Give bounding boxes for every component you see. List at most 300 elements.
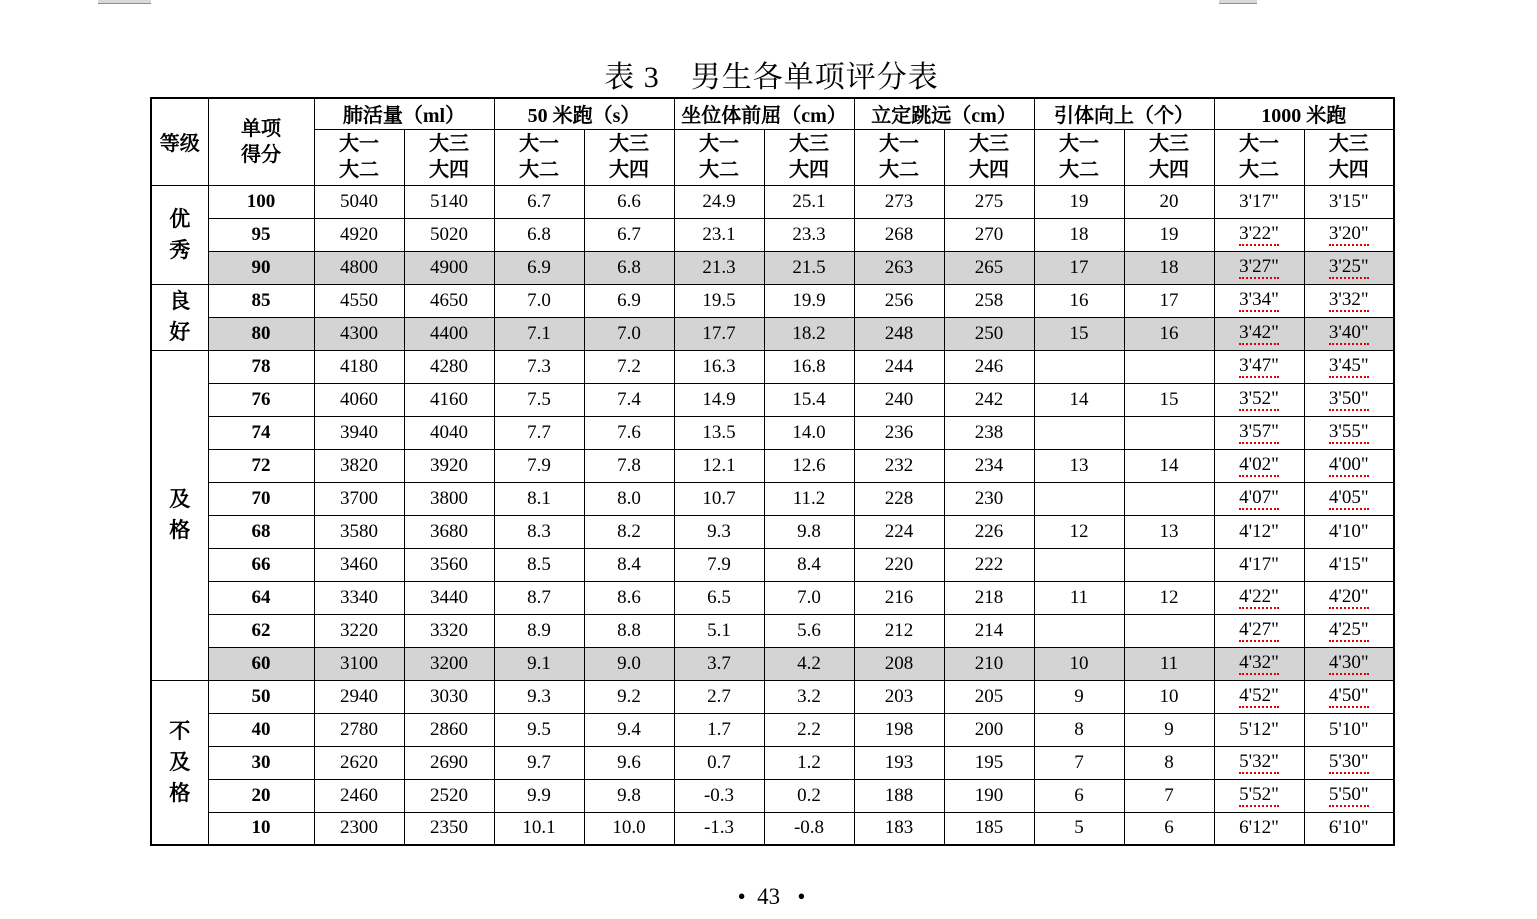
value-cell: 8.7 (494, 581, 584, 614)
value-cell: 13 (1034, 449, 1124, 482)
value-cell: 4.2 (764, 647, 854, 680)
time-cell (1304, 779, 1394, 812)
time-cell (1214, 449, 1304, 482)
value-cell: 226 (944, 515, 1034, 548)
time-cell (1304, 713, 1394, 746)
value-cell: 9 (1124, 713, 1214, 746)
time-cell (1304, 317, 1394, 350)
value-cell: 8.4 (584, 548, 674, 581)
time-value: 3'27" (1239, 256, 1279, 277)
value-cell: 216 (854, 581, 944, 614)
time-value: 3'50" (1328, 388, 1369, 409)
table-row (151, 482, 1394, 515)
value-cell: 7.2 (584, 350, 674, 383)
value-cell: 240 (854, 383, 944, 416)
grade-column-header: 等级 (151, 98, 208, 185)
value-cell: 6.6 (584, 185, 674, 218)
value-cell: 8 (1124, 746, 1214, 779)
value-cell: 7 (1124, 779, 1214, 812)
value-cell: 183 (854, 812, 944, 845)
table-row (151, 251, 1394, 284)
table-row (151, 614, 1394, 647)
value-cell: 3440 (404, 581, 494, 614)
value-cell: 8.8 (584, 614, 674, 647)
score-cell: 64 (208, 581, 314, 614)
value-cell: 222 (944, 548, 1034, 581)
value-cell: 6.7 (584, 218, 674, 251)
table-row (151, 647, 1394, 680)
value-cell: 6.8 (584, 251, 674, 284)
value-cell: 2620 (314, 746, 404, 779)
value-cell: 2860 (404, 713, 494, 746)
table-row (151, 416, 1394, 449)
value-cell: 218 (944, 581, 1034, 614)
value-cell: 23.1 (674, 218, 764, 251)
column-group-header: 坐位体前屈（cm） (674, 98, 854, 129)
value-cell: 200 (944, 713, 1034, 746)
value-cell: 16.3 (674, 350, 764, 383)
value-cell: 1.7 (674, 713, 764, 746)
score-cell: 90 (208, 251, 314, 284)
time-value: 5'32" (1239, 751, 1279, 772)
time-value: 4'15" (1328, 553, 1369, 575)
table-row (151, 185, 1394, 218)
value-cell: 208 (854, 647, 944, 680)
grade-group-cell: 良 好 (151, 284, 208, 350)
sub-column-header: 大一 大二 (314, 129, 404, 185)
value-cell: 224 (854, 515, 944, 548)
value-cell (1034, 482, 1124, 515)
value-cell: 8.3 (494, 515, 584, 548)
value-cell: 3.2 (764, 680, 854, 713)
value-cell: 9.2 (584, 680, 674, 713)
value-cell: 265 (944, 251, 1034, 284)
value-cell: 263 (854, 251, 944, 284)
value-cell (1124, 548, 1214, 581)
value-cell: 8.6 (584, 581, 674, 614)
time-cell (1214, 779, 1304, 812)
value-cell: 16.8 (764, 350, 854, 383)
score-cell: 95 (208, 218, 314, 251)
value-cell: 6.5 (674, 581, 764, 614)
value-cell: 9 (1034, 680, 1124, 713)
page-number: • 43 • (737, 884, 806, 909)
time-cell (1214, 746, 1304, 779)
time-value: 3'45" (1328, 355, 1369, 376)
top-edge-fragment (98, 0, 151, 4)
time-cell (1214, 581, 1304, 614)
value-cell: 3680 (404, 515, 494, 548)
value-cell: 10.7 (674, 482, 764, 515)
sub-column-header: 大一 大二 (1214, 129, 1304, 185)
value-cell: 236 (854, 416, 944, 449)
time-cell (1304, 581, 1394, 614)
table-row (151, 218, 1394, 251)
value-cell: 228 (854, 482, 944, 515)
time-cell (1214, 185, 1304, 218)
value-cell: 5 (1034, 812, 1124, 845)
value-cell: 7.9 (674, 548, 764, 581)
value-cell: 9.9 (494, 779, 584, 812)
score-cell: 62 (208, 614, 314, 647)
value-cell: 19 (1124, 218, 1214, 251)
value-cell: 198 (854, 713, 944, 746)
table-row (151, 713, 1394, 746)
time-value: 4'07" (1239, 487, 1279, 508)
value-cell: 7.8 (584, 449, 674, 482)
time-value: 4'17" (1239, 553, 1279, 575)
table-row (151, 746, 1394, 779)
table-row (151, 284, 1394, 317)
grade-group-cell: 及 格 (151, 350, 208, 680)
time-value: 4'20" (1328, 586, 1369, 607)
table-row (151, 779, 1394, 812)
value-cell: 195 (944, 746, 1034, 779)
value-cell: 8.5 (494, 548, 584, 581)
value-cell: 8 (1034, 713, 1124, 746)
time-cell (1304, 185, 1394, 218)
value-cell: 10 (1034, 647, 1124, 680)
value-cell: 210 (944, 647, 1034, 680)
value-cell: 12 (1124, 581, 1214, 614)
time-value: 6'12" (1239, 817, 1279, 839)
value-cell: 1.2 (764, 746, 854, 779)
time-cell (1214, 482, 1304, 515)
value-cell: 6 (1034, 779, 1124, 812)
value-cell: 12 (1034, 515, 1124, 548)
value-cell: 10.0 (584, 812, 674, 845)
value-cell: 230 (944, 482, 1034, 515)
time-value: 3'15" (1328, 190, 1369, 212)
time-value: 5'50" (1328, 784, 1369, 805)
time-cell (1214, 812, 1304, 845)
value-cell: 2300 (314, 812, 404, 845)
sub-column-header: 大三 大四 (1304, 129, 1394, 185)
score-cell: 78 (208, 350, 314, 383)
value-cell: 7.1 (494, 317, 584, 350)
time-value: 4'05" (1328, 487, 1369, 508)
value-cell: 4550 (314, 284, 404, 317)
value-cell (1124, 482, 1214, 515)
value-cell: 8.1 (494, 482, 584, 515)
value-cell: 232 (854, 449, 944, 482)
value-cell: 11 (1034, 581, 1124, 614)
value-cell: -0.3 (674, 779, 764, 812)
score-cell: 85 (208, 284, 314, 317)
value-cell: 4900 (404, 251, 494, 284)
value-cell: 3700 (314, 482, 404, 515)
time-cell (1214, 680, 1304, 713)
value-cell: 2780 (314, 713, 404, 746)
value-cell: 20 (1124, 185, 1214, 218)
time-cell (1214, 317, 1304, 350)
time-cell (1214, 350, 1304, 383)
value-cell: 268 (854, 218, 944, 251)
value-cell: 3340 (314, 581, 404, 614)
value-cell: 0.2 (764, 779, 854, 812)
value-cell: 242 (944, 383, 1034, 416)
value-cell: 9.6 (584, 746, 674, 779)
value-cell: 19.5 (674, 284, 764, 317)
value-cell: 2690 (404, 746, 494, 779)
value-cell: 9.3 (494, 680, 584, 713)
time-cell (1214, 383, 1304, 416)
value-cell: 7.5 (494, 383, 584, 416)
time-cell (1214, 218, 1304, 251)
time-value: 3'22" (1239, 223, 1279, 244)
value-cell: 9.4 (584, 713, 674, 746)
table-header (151, 98, 1394, 185)
value-cell: 10.1 (494, 812, 584, 845)
grade-group-cell: 不 及 格 (151, 680, 208, 845)
time-cell (1304, 284, 1394, 317)
value-cell: 214 (944, 614, 1034, 647)
value-cell: 212 (854, 614, 944, 647)
time-value: 4'22" (1239, 586, 1279, 607)
value-cell (1124, 350, 1214, 383)
time-value: 3'55" (1328, 421, 1369, 442)
time-cell (1214, 548, 1304, 581)
score-cell: 100 (208, 185, 314, 218)
value-cell: 4800 (314, 251, 404, 284)
table-row (151, 581, 1394, 614)
value-cell: 5.1 (674, 614, 764, 647)
value-cell: 4300 (314, 317, 404, 350)
time-value: 4'12" (1239, 520, 1279, 542)
time-value: 5'52" (1239, 784, 1279, 805)
value-cell: 4400 (404, 317, 494, 350)
table-title: 表 3 男生各单项评分表 (604, 61, 939, 94)
value-cell: 5020 (404, 218, 494, 251)
value-cell: 18 (1124, 251, 1214, 284)
time-value: 4'00" (1328, 454, 1369, 475)
value-cell: 8.2 (584, 515, 674, 548)
value-cell: 3580 (314, 515, 404, 548)
value-cell: 3940 (314, 416, 404, 449)
value-cell: 4060 (314, 383, 404, 416)
column-group-header: 1000 米跑 (1214, 98, 1394, 129)
value-cell: 8.0 (584, 482, 674, 515)
value-cell: 14 (1124, 449, 1214, 482)
time-value: 3'34" (1239, 289, 1279, 310)
value-cell: 250 (944, 317, 1034, 350)
value-cell: 238 (944, 416, 1034, 449)
value-cell: 16 (1034, 284, 1124, 317)
time-value: 5'10" (1328, 718, 1369, 740)
value-cell: 0.7 (674, 746, 764, 779)
sub-column-header: 大一 大二 (1034, 129, 1124, 185)
value-cell: 3100 (314, 647, 404, 680)
value-cell: 9.5 (494, 713, 584, 746)
value-cell (1124, 614, 1214, 647)
time-cell (1214, 515, 1304, 548)
score-cell: 70 (208, 482, 314, 515)
value-cell: 270 (944, 218, 1034, 251)
value-cell: 25.1 (764, 185, 854, 218)
value-cell: 10 (1124, 680, 1214, 713)
value-cell: 244 (854, 350, 944, 383)
score-cell: 20 (208, 779, 314, 812)
time-cell (1304, 614, 1394, 647)
value-cell: 14 (1034, 383, 1124, 416)
value-cell: 6.9 (494, 251, 584, 284)
time-cell (1304, 416, 1394, 449)
sub-column-header: 大一 大二 (674, 129, 764, 185)
value-cell: 12.1 (674, 449, 764, 482)
time-cell (1214, 713, 1304, 746)
sub-column-header: 大三 大四 (764, 129, 854, 185)
value-cell: 6 (1124, 812, 1214, 845)
value-cell: 13 (1124, 515, 1214, 548)
sub-column-header: 大一 大二 (494, 129, 584, 185)
value-cell: 3820 (314, 449, 404, 482)
time-value: 5'30" (1328, 751, 1369, 772)
value-cell: 3560 (404, 548, 494, 581)
value-cell: 256 (854, 284, 944, 317)
value-cell: 23.3 (764, 218, 854, 251)
table-row (151, 317, 1394, 350)
value-cell: 6.9 (584, 284, 674, 317)
value-cell: 220 (854, 548, 944, 581)
time-value: 4'30" (1328, 652, 1369, 673)
value-cell: 8.9 (494, 614, 584, 647)
value-cell: 9.7 (494, 746, 584, 779)
score-cell: 76 (208, 383, 314, 416)
time-value: 5'12" (1239, 718, 1279, 740)
top-edge-fragment (1219, 0, 1257, 4)
value-cell (1034, 416, 1124, 449)
time-value: 3'25" (1328, 256, 1369, 277)
value-cell (1034, 614, 1124, 647)
table-row (151, 449, 1394, 482)
value-cell: 7.4 (584, 383, 674, 416)
value-cell: 18.2 (764, 317, 854, 350)
time-cell (1214, 251, 1304, 284)
value-cell: 3200 (404, 647, 494, 680)
value-cell: 19 (1034, 185, 1124, 218)
grade-group-cell: 优 秀 (151, 185, 208, 284)
time-value: 4'52" (1239, 685, 1279, 706)
column-group-header: 肺活量（ml） (314, 98, 494, 129)
time-value: 3'40" (1328, 322, 1369, 343)
value-cell: 3920 (404, 449, 494, 482)
value-cell: 19.9 (764, 284, 854, 317)
value-cell: 234 (944, 449, 1034, 482)
value-cell: 6.7 (494, 185, 584, 218)
value-cell: 3800 (404, 482, 494, 515)
value-cell: -0.8 (764, 812, 854, 845)
score-cell: 60 (208, 647, 314, 680)
score-cell: 10 (208, 812, 314, 845)
value-cell: 7.9 (494, 449, 584, 482)
value-cell (1034, 350, 1124, 383)
value-cell: 11.2 (764, 482, 854, 515)
value-cell: 14.9 (674, 383, 764, 416)
time-cell (1214, 416, 1304, 449)
table-row (151, 515, 1394, 548)
time-value: 3'32" (1328, 289, 1369, 310)
value-cell: 2940 (314, 680, 404, 713)
value-cell: 15 (1124, 383, 1214, 416)
table-row (151, 812, 1394, 845)
value-cell: 2460 (314, 779, 404, 812)
column-group-header: 引体向上（个） (1034, 98, 1214, 129)
time-value: 3'57" (1239, 421, 1279, 442)
time-value: 4'27" (1239, 619, 1279, 640)
value-cell: 246 (944, 350, 1034, 383)
value-cell: 4650 (404, 284, 494, 317)
value-cell: 9.1 (494, 647, 584, 680)
value-cell: 13.5 (674, 416, 764, 449)
value-cell: 3030 (404, 680, 494, 713)
sub-column-header: 大一 大二 (854, 129, 944, 185)
value-cell: 190 (944, 779, 1034, 812)
value-cell: 11 (1124, 647, 1214, 680)
value-cell: 21.3 (674, 251, 764, 284)
value-cell: 17.7 (674, 317, 764, 350)
time-cell (1304, 548, 1394, 581)
value-cell: 273 (854, 185, 944, 218)
value-cell: 3220 (314, 614, 404, 647)
table-row (151, 680, 1394, 713)
value-cell: 4180 (314, 350, 404, 383)
value-cell: 4040 (404, 416, 494, 449)
value-cell (1034, 548, 1124, 581)
time-value: 4'02" (1239, 454, 1279, 475)
value-cell: 4280 (404, 350, 494, 383)
time-value: 4'10" (1328, 520, 1369, 542)
time-value: 3'17" (1239, 190, 1279, 212)
value-cell: 7.7 (494, 416, 584, 449)
time-cell (1214, 284, 1304, 317)
value-cell: 185 (944, 812, 1034, 845)
time-cell (1214, 647, 1304, 680)
value-cell: 248 (854, 317, 944, 350)
time-cell (1304, 350, 1394, 383)
value-cell: 7.0 (584, 317, 674, 350)
value-cell: 205 (944, 680, 1034, 713)
score-table (150, 97, 1395, 846)
value-cell: 258 (944, 284, 1034, 317)
value-cell: 9.8 (764, 515, 854, 548)
value-cell: 3320 (404, 614, 494, 647)
value-cell: 2520 (404, 779, 494, 812)
table-row (151, 383, 1394, 416)
value-cell: 3.7 (674, 647, 764, 680)
time-cell (1214, 614, 1304, 647)
time-value: 4'50" (1328, 685, 1369, 706)
value-cell: 188 (854, 779, 944, 812)
score-cell: 30 (208, 746, 314, 779)
column-group-header: 50 米跑（s） (494, 98, 674, 129)
value-cell: 17 (1124, 284, 1214, 317)
value-cell: 9.0 (584, 647, 674, 680)
value-cell: 7.6 (584, 416, 674, 449)
time-cell (1304, 647, 1394, 680)
value-cell: 203 (854, 680, 944, 713)
score-column-header: 单项 得分 (208, 98, 314, 185)
value-cell: 6.8 (494, 218, 584, 251)
time-cell (1304, 251, 1394, 284)
sub-column-header: 大三 大四 (584, 129, 674, 185)
value-cell: 2350 (404, 812, 494, 845)
value-cell (1124, 416, 1214, 449)
value-cell: 21.5 (764, 251, 854, 284)
value-cell: 4920 (314, 218, 404, 251)
value-cell: 2.7 (674, 680, 764, 713)
value-cell: 5040 (314, 185, 404, 218)
value-cell: 275 (944, 185, 1034, 218)
